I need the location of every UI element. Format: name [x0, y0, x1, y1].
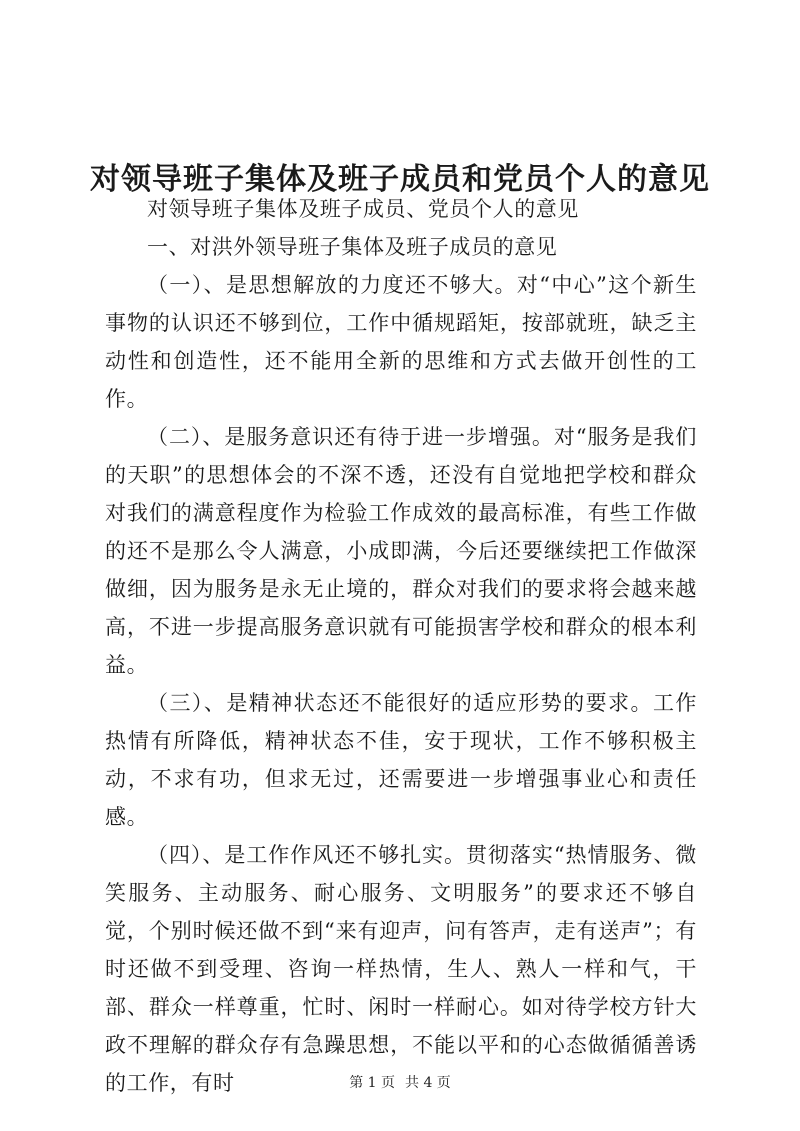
paragraph-item-1: （一）、是思想解放的力度还不够大。对“中心”这个新生事物的认识还不够到位，工作中循规蹈矩，按部就班，缺乏主动性和创造性，还不能用全新的思维和方式去做开创性的工作。	[105, 273, 697, 411]
page-total: 共 4 页	[405, 1075, 451, 1091]
paragraph-item-3: （三）、是精神状态还不能很好的适应形势的要求。工作热情有所降低，精神状态不佳，安于现状，工作不够积极主动，不求有功，但求无过，还需要进一步增强事业心和责任感。	[105, 691, 697, 829]
document-title: 对领导班子集体及班子成员和党员个人的意见	[90, 162, 710, 198]
section-heading: 一、对洪外领导班子集体及班子成员的意见	[147, 235, 558, 259]
subtitle-paragraph: 对领导班子集体及班子成员、党员个人的意见	[147, 197, 579, 221]
paragraph-item-2: （二）、是服务意识还有待于进一步增强。对“服务是我们的天职”的思想体会的不深不透，还没有自觉地把学校和群众对我们的满意程度作为检验工作成效的最高标准，有些工作做的还不是那么令人满意，小成即满，今后还要继续把工作做深做细，因为服务是永无止境的，群众对我们的要求将会越来越高，不进一步提高服务意识就有可能损害学校和群众的根本利益。	[105, 425, 697, 677]
page-footer	[0, 1073, 800, 1093]
page-number: 第 1 页	[349, 1075, 395, 1091]
paragraph-item-4: （四）、是工作作风还不够扎实。贯彻落实“热情服务、微笑服务、主动服务、耐心服务、文明服务”的要求还不够自觉，个别时候还做不到“来有迎声，问有答声，走有送声”；有时还做不到受理、咨询一样热情，生人、熟人一样和气，干部、群众一样尊重，忙时、闲时一样耐心。如对待学校方针大政不理解的群众存有急躁思想，不能以平和的心态做循循善诱的工作，有时	[105, 843, 697, 1095]
document-body	[105, 190, 697, 1102]
